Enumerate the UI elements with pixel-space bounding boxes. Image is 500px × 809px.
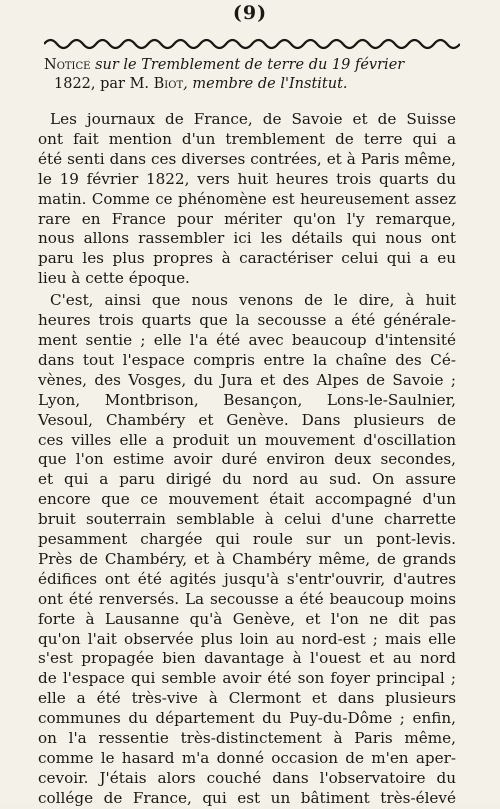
text-line: collége de France, qui est un bâtiment très-élevé	[38, 788, 456, 807]
text-line: Vesoul, Chambéry et Genève. Dans plusieurs de	[38, 410, 456, 429]
text-line: édifices ont été agités jusqu'à s'entr'ouvrir, d'autres	[38, 569, 456, 588]
text-line: matin. Comme ce phénomène est heureusement assez	[38, 189, 456, 208]
title-line-2	[44, 75, 460, 94]
text-line: bruit souterrain semblable à celui d'une charrette	[38, 510, 456, 529]
title-caps: Notice	[44, 57, 91, 73]
text-line: ment sentie ; elle l'a été avec beaucoup d'intensité	[38, 330, 456, 349]
text-line: nous allons rassembler ici les détails qui nous ont	[38, 229, 456, 248]
text-line: Les journaux de France, de Savoie et de Suisse	[50, 110, 456, 128]
text-line: ont été renversés. La secousse a été beaucoup moins	[38, 589, 456, 608]
title-rest: sur le Tremblement de terre du 19 février	[90, 57, 405, 73]
text-line: lieu à cette époque.	[38, 269, 190, 288]
text-line: Près de Chambéry, et à Chambéry même, de grands	[38, 549, 456, 568]
text-line: ces villes elle a produit un mouvement d'oscillation	[38, 430, 456, 449]
text-line: paru les plus propres à caractériser celui qui a eu	[38, 249, 456, 268]
decorative-rule	[44, 36, 460, 50]
text-line: communes du département du Puy-du-Dôme ; enfin,	[38, 709, 456, 728]
paragraph	[38, 291, 456, 809]
author-name: Biot	[153, 76, 184, 92]
title-line2-a: 1822, par M.	[54, 76, 154, 92]
text-line: forte à Lausanne qu'à Genève, et l'on ne dit pas	[38, 609, 456, 628]
text-line: été senti dans ces diverses contrées, et à Paris même,	[38, 149, 456, 168]
text-line: qu'on l'ait observée plus loin au nord-est ; mais elle	[38, 629, 456, 648]
text-line: comme le hasard m'a donné occasion de m'en aper-	[38, 749, 456, 767]
text-line: dans tout l'espace compris entre la chaîne des Cé-	[38, 350, 456, 369]
text-line: C'est, ainsi que nous venons de le dire, à huit	[50, 291, 456, 310]
text-line: on l'a ressentie très-distinctement à Paris même,	[38, 729, 456, 748]
text-line: cevoir. J'étais alors couché dans l'observatoire du	[38, 768, 456, 787]
title-line-1	[44, 56, 460, 75]
text-line: elle a été très-vive à Clermont et dans plusieurs	[38, 689, 456, 708]
page-number: (9)	[232, 2, 268, 24]
article-title	[44, 56, 460, 94]
text-line: que l'on estime avoir duré environ deux secondes,	[38, 450, 456, 469]
text-line: et qui a paru dirigé du nord au sud. On assure	[38, 470, 456, 489]
text-line: Lyon, Montbrison, Besançon, Lons-le-Saulnier,	[38, 390, 456, 409]
text-line: encore que ce mouvement était accompagné d'un	[38, 490, 456, 509]
body-text	[38, 110, 456, 809]
text-line: vènes, des Vosges, du Jura et des Alpes de Savoie ;	[38, 370, 456, 389]
text-line: rare en France pour mériter qu'on l'y remarque,	[38, 209, 456, 228]
text-line: le 19 février 1822, vers huit heures trois quarts du	[38, 169, 456, 188]
text-line: s'est propagée bien davantage à l'ouest et au nord	[38, 649, 456, 668]
title-line2-b: , membre de l'Institut.	[183, 76, 348, 92]
text-line: heures trois quarts que la secousse a été générale-	[38, 311, 456, 330]
text-line: ont fait mention d'un tremblement de terre qui a	[38, 129, 456, 148]
text-line: pesamment chargée qui roule sur un pont-levis.	[38, 530, 456, 549]
text-line: de l'espace qui semble avoir été son foyer principal ;	[38, 669, 456, 688]
paragraph	[38, 110, 456, 289]
